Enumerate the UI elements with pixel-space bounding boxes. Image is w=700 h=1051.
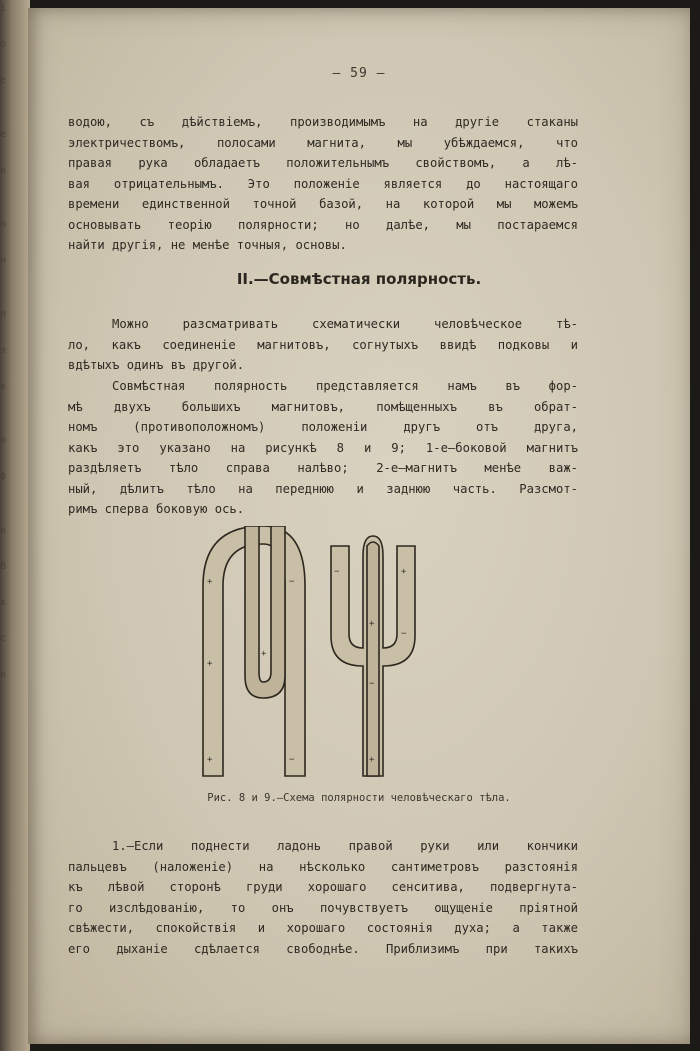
paragraph-2 bbox=[68, 314, 578, 376]
text-line: свѣжести, спокойствія и хорошаго состоянія духа; а также bbox=[68, 921, 578, 935]
left-page-edge bbox=[0, 0, 30, 1051]
section-heading: II.—Совмѣстная полярность. bbox=[236, 270, 482, 288]
paragraph-3 bbox=[68, 376, 578, 520]
text-line: Можно разсматривать схематически человѣческое тѣ- bbox=[112, 317, 578, 331]
inner-horseshoe-magnet bbox=[245, 526, 285, 698]
paragraph-1 bbox=[68, 112, 578, 256]
polarity-sign: + bbox=[207, 577, 213, 587]
polarity-sign: + bbox=[401, 567, 407, 577]
text-line: правая рука обладаетъ положительнымъ свойствомъ, а лѣ- bbox=[68, 156, 578, 170]
text-line: водою, съ дѣйствіемъ, производимымъ на другіе стаканы bbox=[68, 115, 578, 129]
left-page-edge-text: i о е е и п н л э в о ф и В х с и bbox=[0, 3, 7, 680]
book-page bbox=[28, 8, 690, 1044]
polarity-sign: + bbox=[369, 755, 375, 765]
text-line: ло, какъ соединеніе магнитовъ, согнутыхъ ввидѣ подковы и bbox=[68, 337, 578, 352]
text-line: ный, дѣлитъ тѣло на переднюю и заднюю часть. Разсмот- bbox=[68, 481, 578, 496]
text-line: го изслѣдованію, то онъ почувствуетъ ощущеніе пріятной bbox=[68, 900, 578, 915]
text-line: римъ сперва боковую ось. bbox=[68, 502, 245, 516]
page-number: — 59 — bbox=[332, 66, 386, 81]
polarity-sign: − bbox=[369, 679, 375, 689]
figure-caption: Рис. 8 и 9.—Схема полярности человѣческаго тѣла. bbox=[207, 792, 511, 804]
text-line: раздѣляетъ тѣло справа налѣво; 2-е—магнитъ менѣе важ- bbox=[68, 461, 578, 475]
text-line: Совмѣстная полярность представляется намъ въ фор- bbox=[112, 379, 578, 393]
paragraph-4 bbox=[68, 836, 578, 959]
polarity-sign: − bbox=[401, 629, 407, 639]
text-line: вдѣтыхъ одинъ въ другой. bbox=[68, 358, 245, 372]
text-line: 1.—Если поднести ладонь правой руки или кончики bbox=[112, 839, 578, 853]
polarity-sign: + bbox=[369, 619, 375, 629]
text-line: его дыханіе сдѣлается свободнѣе. Приблизимъ при такихъ bbox=[68, 941, 578, 956]
polarity-sign: − bbox=[289, 755, 295, 765]
text-line: основывать теорію полярности; но далѣе, мы постараемся bbox=[68, 217, 578, 232]
text-line: найти другія, не менѣе точныя, основы. bbox=[68, 238, 347, 252]
trident-magnet-inner bbox=[367, 542, 379, 776]
text-line: номъ (противоположномъ) положеніи другъ отъ друга, bbox=[68, 420, 578, 434]
polarity-sign: − bbox=[334, 567, 340, 577]
polarity-figure bbox=[193, 526, 443, 788]
text-line: электричествомъ, полосами магнита, мы убѣждаемся, что bbox=[68, 135, 578, 150]
magnet-diagram bbox=[193, 526, 443, 788]
text-line: какъ это указано на рисункѣ 8 и 9; 1-е—боковой магнитъ bbox=[68, 440, 578, 455]
text-line: мѣ двухъ большихъ магнитовъ, помѣщенныхъ въ обрат- bbox=[68, 399, 578, 414]
text-line: времени единственной точной базой, на которой мы можемъ bbox=[68, 197, 578, 211]
polarity-sign: + bbox=[207, 755, 213, 765]
text-line: пальцевъ (наложеніе) на нѣсколько сантиметровъ разстоянія bbox=[68, 859, 578, 874]
polarity-sign: + bbox=[261, 649, 267, 659]
polarity-sign: − bbox=[289, 577, 295, 587]
text-line: къ лѣвой сторонѣ груди хорошаго сенситива, подвергнута- bbox=[68, 880, 578, 894]
polarity-sign: + bbox=[207, 659, 213, 669]
text-line: вая отрицательнымъ. Это положеніе является до настоящаго bbox=[68, 176, 578, 191]
